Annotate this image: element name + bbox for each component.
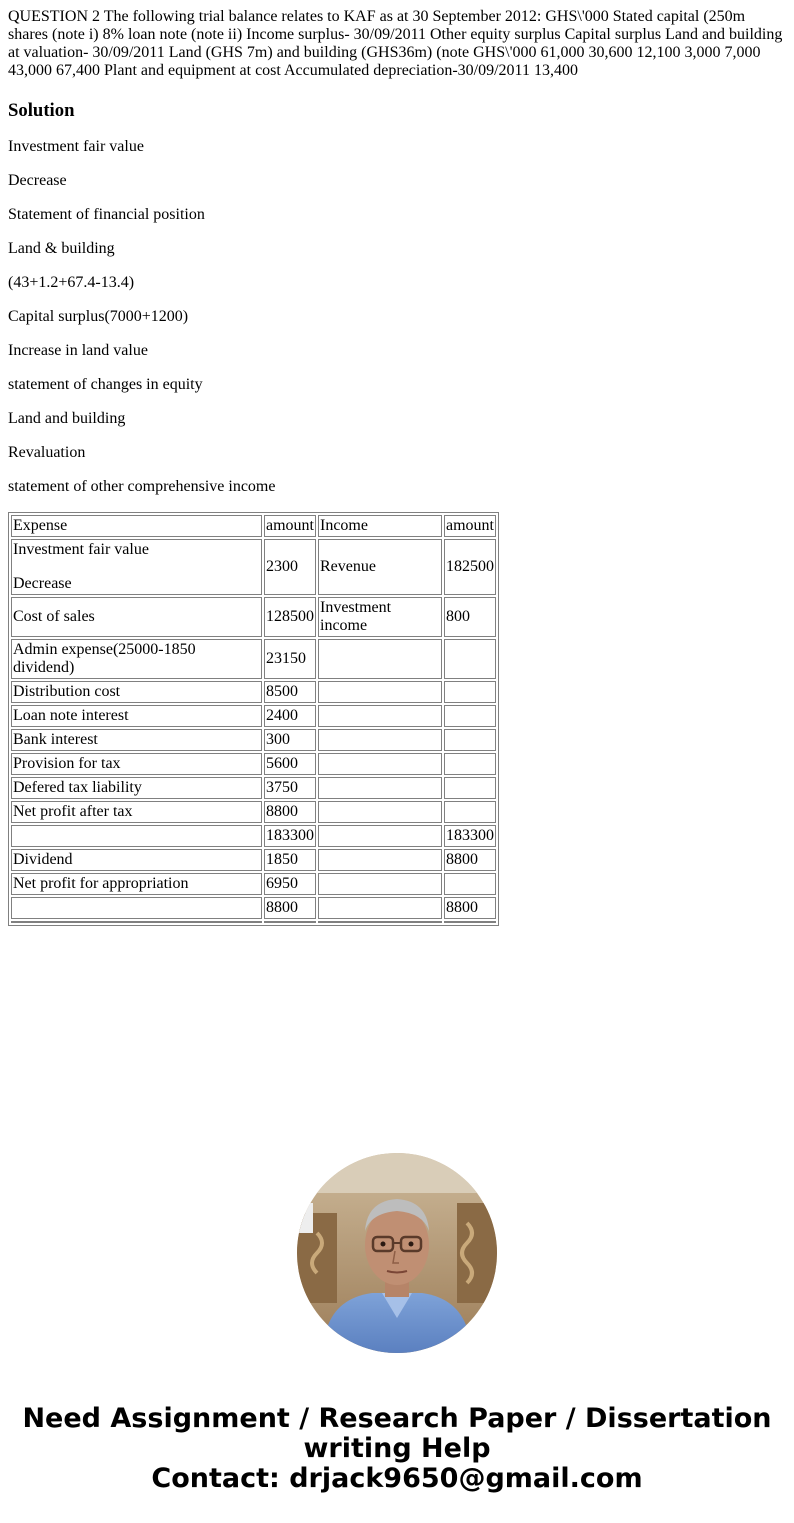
expense-cell xyxy=(11,897,262,919)
income-cell xyxy=(318,801,442,823)
expense-line: Decrease xyxy=(13,575,72,592)
table-row xyxy=(11,539,496,595)
solution-paragraph: (43+1.2+67.4-13.4) xyxy=(8,274,135,291)
income-cell xyxy=(318,753,442,775)
table-row xyxy=(11,753,496,775)
expense-cell: Dividend xyxy=(11,849,262,871)
author-portrait-icon xyxy=(297,1153,497,1353)
expense-cell: Net profit for appropriation xyxy=(11,873,262,895)
income-amount-cell xyxy=(444,681,496,703)
income-amount-cell: 8800 xyxy=(444,849,496,871)
amount-cell: 1850 xyxy=(264,849,316,871)
amount-cell: 8500 xyxy=(264,681,316,703)
amount-cell: 8800 xyxy=(264,801,316,823)
table-row xyxy=(11,729,496,751)
income-amount-cell xyxy=(444,873,496,895)
header-income: Income xyxy=(318,515,442,537)
solution-paragraph: statement of other comprehensive income xyxy=(8,478,276,495)
question-text: QUESTION 2 The following trial balance relates to KAF as at 30 September 2012: GHS\'000 Stated capital (250m shares (note i) 8% loan note (note ii) Income surplus- 30/09/2011 Other equity surplus Capital surplus Land and building at valuation- 30/09/2011 Land (GHS 7m) and building (GHS36m) (note GHS\'000 61,000 30,600 12,100 3,000 7,000 43,000 67,400 Plant and equipment at cost Accumulated depreciation-30/09/2011 13,400 xyxy=(8,8,783,79)
spacer-cell xyxy=(264,921,316,923)
amount-cell: 183300 xyxy=(264,825,316,847)
table-row xyxy=(11,849,496,871)
amount-cell: 2400 xyxy=(264,705,316,727)
solution-paragraph: Land & building xyxy=(8,240,115,257)
footer-contact: Contact: drjack9650@gmail.com xyxy=(151,1463,643,1494)
expense-cell: Cost of sales xyxy=(11,597,262,637)
amount-cell: 8800 xyxy=(264,897,316,919)
income-cell xyxy=(318,777,442,799)
income-amount-cell: 183300 xyxy=(444,825,496,847)
income-cell: Revenue xyxy=(318,539,442,595)
income-cell xyxy=(318,825,442,847)
income-cell xyxy=(318,681,442,703)
income-amount-cell xyxy=(444,705,496,727)
expense-cell: Loan note interest xyxy=(11,705,262,727)
expense-cell: Provision for tax xyxy=(11,753,262,775)
expense-line: Investment fair value xyxy=(13,541,149,558)
table-row xyxy=(11,681,496,703)
income-amount-cell xyxy=(444,753,496,775)
income-amount-cell xyxy=(444,801,496,823)
solution-heading: Solution xyxy=(8,100,75,121)
spacer-cell xyxy=(11,921,262,923)
income-amount-cell xyxy=(444,639,496,679)
expense-cell: Admin expense(25000-1850 dividend) xyxy=(11,639,262,679)
author-avatar xyxy=(297,1153,497,1353)
income-cell: Investment income xyxy=(318,597,442,637)
table-row xyxy=(11,777,496,799)
amount-cell: 128500 xyxy=(264,597,316,637)
income-cell xyxy=(318,849,442,871)
header-amount: amount xyxy=(264,515,316,537)
amount-cell: 300 xyxy=(264,729,316,751)
solution-paragraph: Investment fair value xyxy=(8,138,144,155)
solution-paragraph: Decrease xyxy=(8,172,67,189)
amount-cell: 5600 xyxy=(264,753,316,775)
expense-cell xyxy=(11,825,262,847)
table-row xyxy=(11,897,496,919)
solution-paragraph: Revaluation xyxy=(8,444,86,461)
amount-cell: 2300 xyxy=(264,539,316,595)
solution-paragraph: Increase in land value xyxy=(8,342,148,359)
solution-paragraph: Statement of financial position xyxy=(8,206,205,223)
header-expense: Expense xyxy=(11,515,262,537)
income-amount-cell xyxy=(444,729,496,751)
spacer-cell xyxy=(444,921,496,923)
table-spacer-row xyxy=(11,921,496,923)
income-amount-cell xyxy=(444,777,496,799)
income-statement-table xyxy=(8,512,499,926)
expense-cell: Net profit after tax xyxy=(11,801,262,823)
income-cell xyxy=(318,639,442,679)
solution-paragraph: Land and building xyxy=(8,410,126,427)
income-amount-cell: 182500 xyxy=(444,539,496,595)
table-row xyxy=(11,639,496,679)
income-amount-cell: 800 xyxy=(444,597,496,637)
solution-paragraph: statement of changes in equity xyxy=(8,376,203,393)
table-header-row xyxy=(11,515,496,537)
expense-cell xyxy=(11,539,262,595)
header-income-amount: amount xyxy=(444,515,496,537)
expense-cell: Defered tax liability xyxy=(11,777,262,799)
footer-line: Need Assignment / Research Paper / Dissertation xyxy=(22,1403,772,1434)
income-cell xyxy=(318,873,442,895)
expense-cell: Distribution cost xyxy=(11,681,262,703)
amount-cell: 6950 xyxy=(264,873,316,895)
income-cell xyxy=(318,705,442,727)
table-row xyxy=(11,873,496,895)
amount-cell: 23150 xyxy=(264,639,316,679)
solution-paragraphs xyxy=(8,138,786,496)
document-body xyxy=(8,8,786,926)
table-row xyxy=(11,705,496,727)
income-cell xyxy=(318,897,442,919)
table-row xyxy=(11,801,496,823)
table-row xyxy=(11,825,496,847)
footer-line: writing Help xyxy=(303,1433,491,1464)
spacer-cell xyxy=(318,921,442,923)
promo-footer xyxy=(0,1404,794,1494)
income-cell xyxy=(318,729,442,751)
expense-cell: Bank interest xyxy=(11,729,262,751)
amount-cell: 3750 xyxy=(264,777,316,799)
solution-paragraph: Capital surplus(7000+1200) xyxy=(8,308,189,325)
table-row xyxy=(11,597,496,637)
income-amount-cell: 8800 xyxy=(444,897,496,919)
